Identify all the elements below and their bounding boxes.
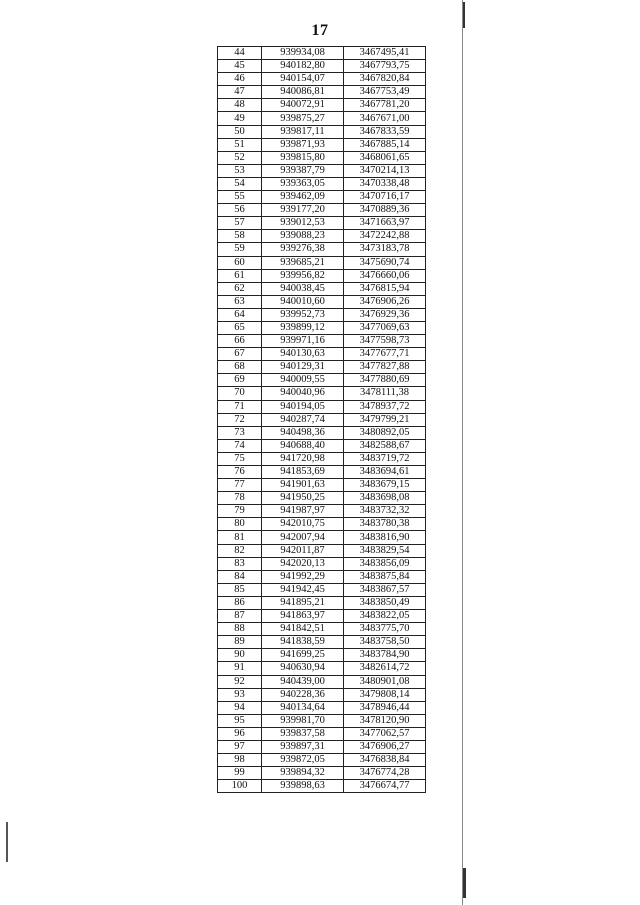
table-row [218, 701, 426, 714]
coordinates-table [217, 46, 426, 793]
x-coordinate-cell: 940194,05 [262, 400, 344, 413]
coordinates-table-body [218, 47, 426, 793]
table-row [218, 138, 426, 151]
y-coordinate-cell: 3478946,44 [344, 701, 426, 714]
point-number-cell: 80 [218, 518, 262, 531]
y-coordinate-cell: 3483867,57 [344, 583, 426, 596]
point-number-cell: 94 [218, 701, 262, 714]
x-coordinate-cell: 939897,31 [262, 740, 344, 753]
point-number-cell: 52 [218, 151, 262, 164]
y-coordinate-cell: 3467781,20 [344, 99, 426, 112]
table-row [218, 191, 426, 204]
x-coordinate-cell: 941992,29 [262, 570, 344, 583]
point-number-cell: 61 [218, 269, 262, 282]
table-row [218, 243, 426, 256]
table-row [218, 321, 426, 334]
point-number-cell: 86 [218, 596, 262, 609]
y-coordinate-cell: 3483875,84 [344, 570, 426, 583]
table-row [218, 60, 426, 73]
x-coordinate-cell: 941987,97 [262, 505, 344, 518]
table-row [218, 439, 426, 452]
y-coordinate-cell: 3476815,94 [344, 282, 426, 295]
y-coordinate-cell: 3483732,32 [344, 505, 426, 518]
y-coordinate-cell: 3467495,41 [344, 47, 426, 60]
y-coordinate-cell: 3479799,21 [344, 413, 426, 426]
y-coordinate-cell: 3471663,97 [344, 217, 426, 230]
x-coordinate-cell: 940130,63 [262, 348, 344, 361]
point-number-cell: 76 [218, 466, 262, 479]
page-number: 17 [311, 22, 329, 39]
y-coordinate-cell: 3467820,84 [344, 73, 426, 86]
x-coordinate-cell: 941895,21 [262, 596, 344, 609]
point-number-cell: 73 [218, 426, 262, 439]
y-coordinate-cell: 3483816,90 [344, 531, 426, 544]
point-number-cell: 85 [218, 583, 262, 596]
point-number-cell: 47 [218, 86, 262, 99]
x-coordinate-cell: 940040,96 [262, 387, 344, 400]
table-row [218, 164, 426, 177]
table-row [218, 400, 426, 413]
x-coordinate-cell: 940134,64 [262, 701, 344, 714]
point-number-cell: 62 [218, 282, 262, 295]
point-number-cell: 83 [218, 557, 262, 570]
x-coordinate-cell: 939177,20 [262, 204, 344, 217]
y-coordinate-cell: 3477677,71 [344, 348, 426, 361]
table-row [218, 335, 426, 348]
point-number-cell: 63 [218, 295, 262, 308]
point-number-cell: 72 [218, 413, 262, 426]
table-row [218, 479, 426, 492]
point-number-cell: 69 [218, 374, 262, 387]
y-coordinate-cell: 3483850,49 [344, 596, 426, 609]
y-coordinate-cell: 3467793,75 [344, 60, 426, 73]
x-coordinate-cell: 940038,45 [262, 282, 344, 295]
table-row [218, 754, 426, 767]
x-coordinate-cell: 942020,13 [262, 557, 344, 570]
scan-margin-mark [6, 822, 8, 862]
table-row [218, 112, 426, 125]
x-coordinate-cell: 940010,60 [262, 295, 344, 308]
y-coordinate-cell: 3467753,49 [344, 86, 426, 99]
table-row [218, 269, 426, 282]
point-number-cell: 68 [218, 361, 262, 374]
point-number-cell: 84 [218, 570, 262, 583]
table-row [218, 596, 426, 609]
table-row [218, 256, 426, 269]
point-number-cell: 82 [218, 544, 262, 557]
y-coordinate-cell: 3483679,15 [344, 479, 426, 492]
y-coordinate-cell: 3477598,73 [344, 335, 426, 348]
x-coordinate-cell: 939894,32 [262, 767, 344, 780]
point-number-cell: 71 [218, 400, 262, 413]
table-row [218, 767, 426, 780]
x-coordinate-cell: 939898,63 [262, 780, 344, 793]
x-coordinate-cell: 939934,08 [262, 47, 344, 60]
x-coordinate-cell: 941838,59 [262, 636, 344, 649]
y-coordinate-cell: 3467671,00 [344, 112, 426, 125]
point-number-cell: 44 [218, 47, 262, 60]
scan-edge-mark-bottom [463, 868, 466, 898]
table-row [218, 151, 426, 164]
table-row [218, 727, 426, 740]
point-number-cell: 65 [218, 321, 262, 334]
y-coordinate-cell: 3483719,72 [344, 452, 426, 465]
y-coordinate-cell: 3476660,06 [344, 269, 426, 282]
x-coordinate-cell: 939981,70 [262, 714, 344, 727]
x-coordinate-cell: 940086,81 [262, 86, 344, 99]
point-number-cell: 53 [218, 164, 262, 177]
scan-edge-line [462, 0, 463, 905]
x-coordinate-cell: 942010,75 [262, 518, 344, 531]
point-number-cell: 95 [218, 714, 262, 727]
point-number-cell: 91 [218, 662, 262, 675]
x-coordinate-cell: 940228,36 [262, 688, 344, 701]
x-coordinate-cell: 939899,12 [262, 321, 344, 334]
x-coordinate-cell: 939956,82 [262, 269, 344, 282]
x-coordinate-cell: 939952,73 [262, 308, 344, 321]
y-coordinate-cell: 3479808,14 [344, 688, 426, 701]
x-coordinate-cell: 939088,23 [262, 230, 344, 243]
y-coordinate-cell: 3480901,08 [344, 675, 426, 688]
point-number-cell: 96 [218, 727, 262, 740]
y-coordinate-cell: 3467833,59 [344, 125, 426, 138]
point-number-cell: 66 [218, 335, 262, 348]
point-number-cell: 88 [218, 623, 262, 636]
x-coordinate-cell: 939872,05 [262, 754, 344, 767]
x-coordinate-cell: 942007,94 [262, 531, 344, 544]
point-number-cell: 77 [218, 479, 262, 492]
y-coordinate-cell: 3467885,14 [344, 138, 426, 151]
y-coordinate-cell: 3483758,50 [344, 636, 426, 649]
x-coordinate-cell: 941950,25 [262, 492, 344, 505]
y-coordinate-cell: 3476674,77 [344, 780, 426, 793]
x-coordinate-cell: 939875,27 [262, 112, 344, 125]
point-number-cell: 54 [218, 177, 262, 190]
x-coordinate-cell: 941901,63 [262, 479, 344, 492]
table-row [218, 544, 426, 557]
x-coordinate-cell: 940287,74 [262, 413, 344, 426]
y-coordinate-cell: 3468061,65 [344, 151, 426, 164]
table-row [218, 662, 426, 675]
y-coordinate-cell: 3476838,84 [344, 754, 426, 767]
table-row [218, 505, 426, 518]
table-row [218, 557, 426, 570]
y-coordinate-cell: 3483775,70 [344, 623, 426, 636]
x-coordinate-cell: 942011,87 [262, 544, 344, 557]
table-row [218, 413, 426, 426]
y-coordinate-cell: 3482614,72 [344, 662, 426, 675]
x-coordinate-cell: 939387,79 [262, 164, 344, 177]
point-number-cell: 64 [218, 308, 262, 321]
point-number-cell: 60 [218, 256, 262, 269]
y-coordinate-cell: 3478937,72 [344, 400, 426, 413]
table-row [218, 217, 426, 230]
point-number-cell: 58 [218, 230, 262, 243]
table-row [218, 204, 426, 217]
y-coordinate-cell: 3483822,05 [344, 610, 426, 623]
table-row [218, 623, 426, 636]
x-coordinate-cell: 939462,09 [262, 191, 344, 204]
point-number-cell: 50 [218, 125, 262, 138]
point-number-cell: 57 [218, 217, 262, 230]
y-coordinate-cell: 3478120,90 [344, 714, 426, 727]
point-number-cell: 59 [218, 243, 262, 256]
x-coordinate-cell: 940630,94 [262, 662, 344, 675]
y-coordinate-cell: 3483829,54 [344, 544, 426, 557]
x-coordinate-cell: 940072,91 [262, 99, 344, 112]
point-number-cell: 97 [218, 740, 262, 753]
table-row [218, 73, 426, 86]
y-coordinate-cell: 3477827,88 [344, 361, 426, 374]
point-number-cell: 74 [218, 439, 262, 452]
x-coordinate-cell: 941942,45 [262, 583, 344, 596]
table-row [218, 387, 426, 400]
table-row [218, 230, 426, 243]
scan-edge-mark-top [463, 2, 465, 28]
x-coordinate-cell: 941720,98 [262, 452, 344, 465]
point-number-cell: 55 [218, 191, 262, 204]
table-row [218, 177, 426, 190]
y-coordinate-cell: 3482588,67 [344, 439, 426, 452]
table-row [218, 714, 426, 727]
y-coordinate-cell: 3477062,57 [344, 727, 426, 740]
point-number-cell: 70 [218, 387, 262, 400]
point-number-cell: 51 [218, 138, 262, 151]
y-coordinate-cell: 3477880,69 [344, 374, 426, 387]
point-number-cell: 89 [218, 636, 262, 649]
table-row [218, 99, 426, 112]
table-row [218, 492, 426, 505]
point-number-cell: 78 [218, 492, 262, 505]
point-number-cell: 46 [218, 73, 262, 86]
point-number-cell: 45 [218, 60, 262, 73]
x-coordinate-cell: 941842,51 [262, 623, 344, 636]
y-coordinate-cell: 3475690,74 [344, 256, 426, 269]
table-row [218, 688, 426, 701]
y-coordinate-cell: 3483856,09 [344, 557, 426, 570]
table-row [218, 295, 426, 308]
y-coordinate-cell: 3483780,38 [344, 518, 426, 531]
table-row [218, 348, 426, 361]
x-coordinate-cell: 939815,80 [262, 151, 344, 164]
y-coordinate-cell: 3473183,78 [344, 243, 426, 256]
point-number-cell: 49 [218, 112, 262, 125]
x-coordinate-cell: 939012,53 [262, 217, 344, 230]
x-coordinate-cell: 939837,58 [262, 727, 344, 740]
point-number-cell: 100 [218, 780, 262, 793]
y-coordinate-cell: 3476906,27 [344, 740, 426, 753]
y-coordinate-cell: 3477069,63 [344, 321, 426, 334]
table-row [218, 466, 426, 479]
table-row [218, 86, 426, 99]
y-coordinate-cell: 3483698,08 [344, 492, 426, 505]
y-coordinate-cell: 3470214,13 [344, 164, 426, 177]
table-row [218, 780, 426, 793]
y-coordinate-cell: 3476906,26 [344, 295, 426, 308]
point-number-cell: 56 [218, 204, 262, 217]
y-coordinate-cell: 3483784,90 [344, 649, 426, 662]
table-row [218, 531, 426, 544]
point-number-cell: 48 [218, 99, 262, 112]
point-number-cell: 98 [218, 754, 262, 767]
table-row [218, 308, 426, 321]
x-coordinate-cell: 941853,69 [262, 466, 344, 479]
table-row [218, 636, 426, 649]
x-coordinate-cell: 939971,16 [262, 335, 344, 348]
point-number-cell: 99 [218, 767, 262, 780]
x-coordinate-cell: 940498,36 [262, 426, 344, 439]
table-row [218, 125, 426, 138]
x-coordinate-cell: 940182,80 [262, 60, 344, 73]
y-coordinate-cell: 3476774,28 [344, 767, 426, 780]
y-coordinate-cell: 3480892,05 [344, 426, 426, 439]
point-number-cell: 75 [218, 452, 262, 465]
x-coordinate-cell: 939276,38 [262, 243, 344, 256]
x-coordinate-cell: 940439,00 [262, 675, 344, 688]
y-coordinate-cell: 3478111,38 [344, 387, 426, 400]
y-coordinate-cell: 3483694,61 [344, 466, 426, 479]
x-coordinate-cell: 939817,11 [262, 125, 344, 138]
point-number-cell: 90 [218, 649, 262, 662]
table-row [218, 570, 426, 583]
point-number-cell: 92 [218, 675, 262, 688]
table-row [218, 675, 426, 688]
x-coordinate-cell: 940009,55 [262, 374, 344, 387]
table-row [218, 610, 426, 623]
point-number-cell: 93 [218, 688, 262, 701]
x-coordinate-cell: 941863,97 [262, 610, 344, 623]
table-row [218, 452, 426, 465]
y-coordinate-cell: 3470716,17 [344, 191, 426, 204]
table-row [218, 282, 426, 295]
table-row [218, 740, 426, 753]
table-row [218, 47, 426, 60]
y-coordinate-cell: 3470338,48 [344, 177, 426, 190]
y-coordinate-cell: 3476929,36 [344, 308, 426, 321]
y-coordinate-cell: 3472242,88 [344, 230, 426, 243]
x-coordinate-cell: 939685,21 [262, 256, 344, 269]
x-coordinate-cell: 939871,93 [262, 138, 344, 151]
point-number-cell: 79 [218, 505, 262, 518]
table-row [218, 583, 426, 596]
x-coordinate-cell: 941699,25 [262, 649, 344, 662]
y-coordinate-cell: 3470889,36 [344, 204, 426, 217]
point-number-cell: 67 [218, 348, 262, 361]
point-number-cell: 87 [218, 610, 262, 623]
x-coordinate-cell: 940688,40 [262, 439, 344, 452]
x-coordinate-cell: 940129,31 [262, 361, 344, 374]
table-row [218, 374, 426, 387]
table-row [218, 426, 426, 439]
x-coordinate-cell: 939363,05 [262, 177, 344, 190]
point-number-cell: 81 [218, 531, 262, 544]
table-row [218, 361, 426, 374]
table-row [218, 649, 426, 662]
table-row [218, 518, 426, 531]
x-coordinate-cell: 940154,07 [262, 73, 344, 86]
